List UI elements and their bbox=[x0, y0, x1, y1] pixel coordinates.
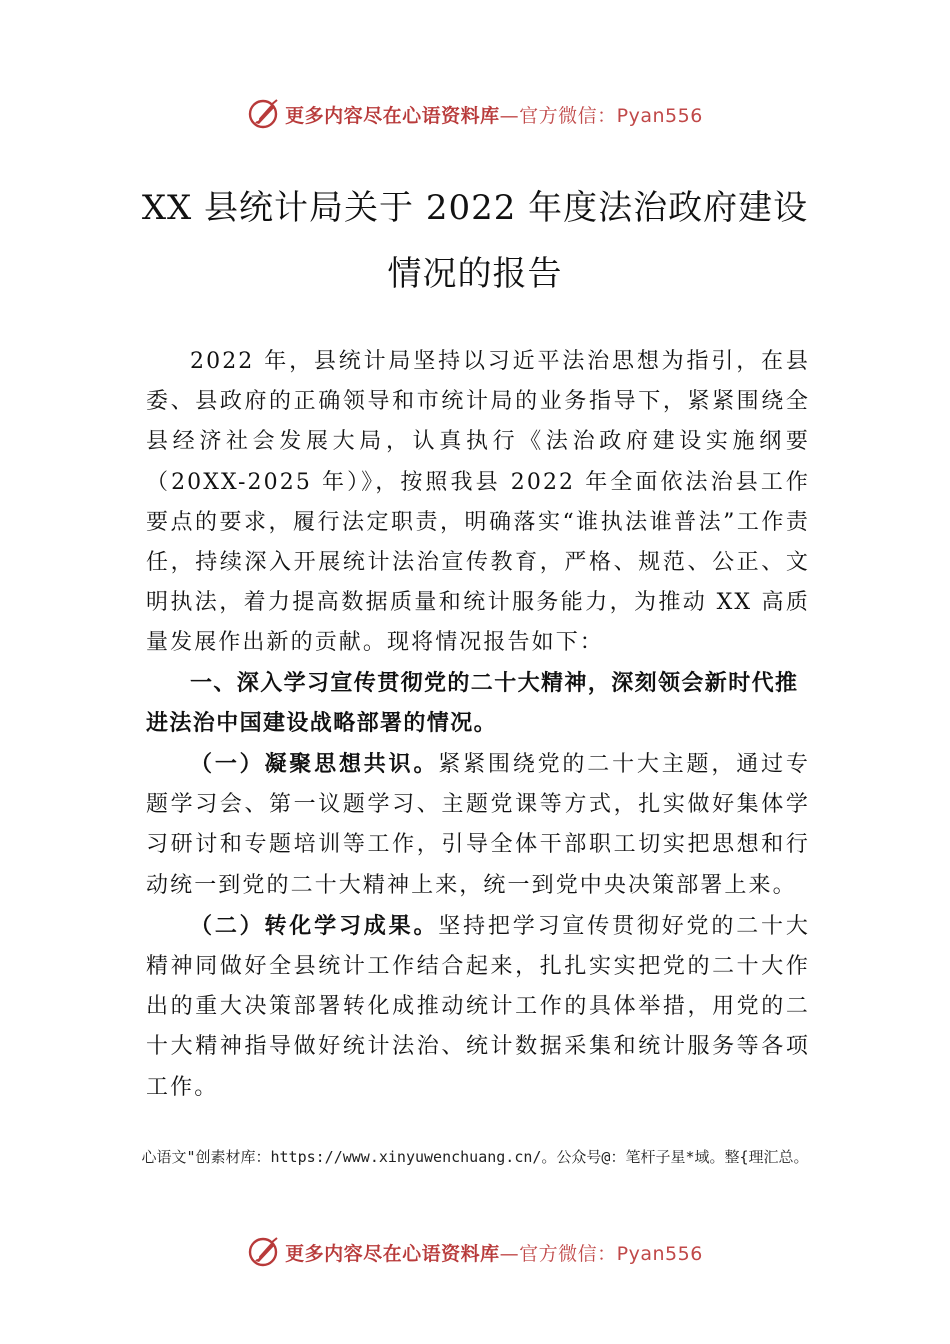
document-body bbox=[146, 342, 810, 1108]
footer-watermark-banner bbox=[0, 1232, 950, 1272]
source-footnote: 心语文"创素材库：https://www.xinyuwenchuang.cn/。公众号@：笔杆子星*域。整{理汇总。 bbox=[141, 1148, 809, 1166]
header-watermark-banner bbox=[0, 94, 950, 134]
item-2-body: 坚持把学习宣传贯彻好党的二十大精神同做好全县统计工作结合起来，扎扎实实把党的二十大作出的重大决策部署转化成推动统计工作的具体举措，用党的二十大精神指导做好统计法治、统计数据采集和统计服务等各项工作。 bbox=[146, 913, 810, 1100]
quill-logo-icon bbox=[247, 97, 281, 131]
intro-paragraph: 2022 年，县统计局坚持以习近平法治思想为指引，在县委、县政府的正确领导和市统计局的业务指导下，紧紧围绕全县经济社会发展大局，认真执行《法治政府建设实施纲要（20XX-2025 年）》，按照我县 2022 年全面依法治县工作要点的要求，履行法定职责，明确落实“谁执法谁普法”工作责任，持续深入开展统计法治宣传教育，严格、规范、公正、文明执法，着力提高数据质量和统计服务能力，为推动 XX 高质量发展作出新的贡献。现将情况报告如下： bbox=[146, 349, 810, 656]
quill-logo-icon bbox=[247, 1235, 281, 1269]
document-title-line-2: 情况的报告 bbox=[387, 254, 563, 294]
section-1-heading: 一、深入学习宣传贯彻党的二十大精神，深刻领会新时代推进法治中国建设战略部署的情况。 bbox=[146, 670, 799, 736]
item-1-paragraph bbox=[146, 744, 810, 906]
banner-text: 更多内容尽在心语资料库—官方微信：Pyan556 bbox=[285, 104, 703, 127]
item-1-lead: （一）凝聚思想共识。 bbox=[190, 751, 439, 778]
item-1-body: 紧紧围绕党的二十大主题，通过专题学习会、第一议题学习、主题党课等方式，扎实做好集体学习研讨和专题培训等工作，引导全体干部职工切实把思想和行动统一到党的二十大精神上来，统一到党中央决策部署上来。 bbox=[146, 752, 810, 898]
item-2-lead: （二）转化学习成果。 bbox=[190, 912, 439, 939]
banner-text: 更多内容尽在心语资料库—官方微信：Pyan556 bbox=[285, 1242, 703, 1265]
item-2-paragraph bbox=[146, 906, 810, 1108]
document-title-line-1: XX 县统计局关于 2022 年度法治政府建设 bbox=[141, 188, 809, 228]
